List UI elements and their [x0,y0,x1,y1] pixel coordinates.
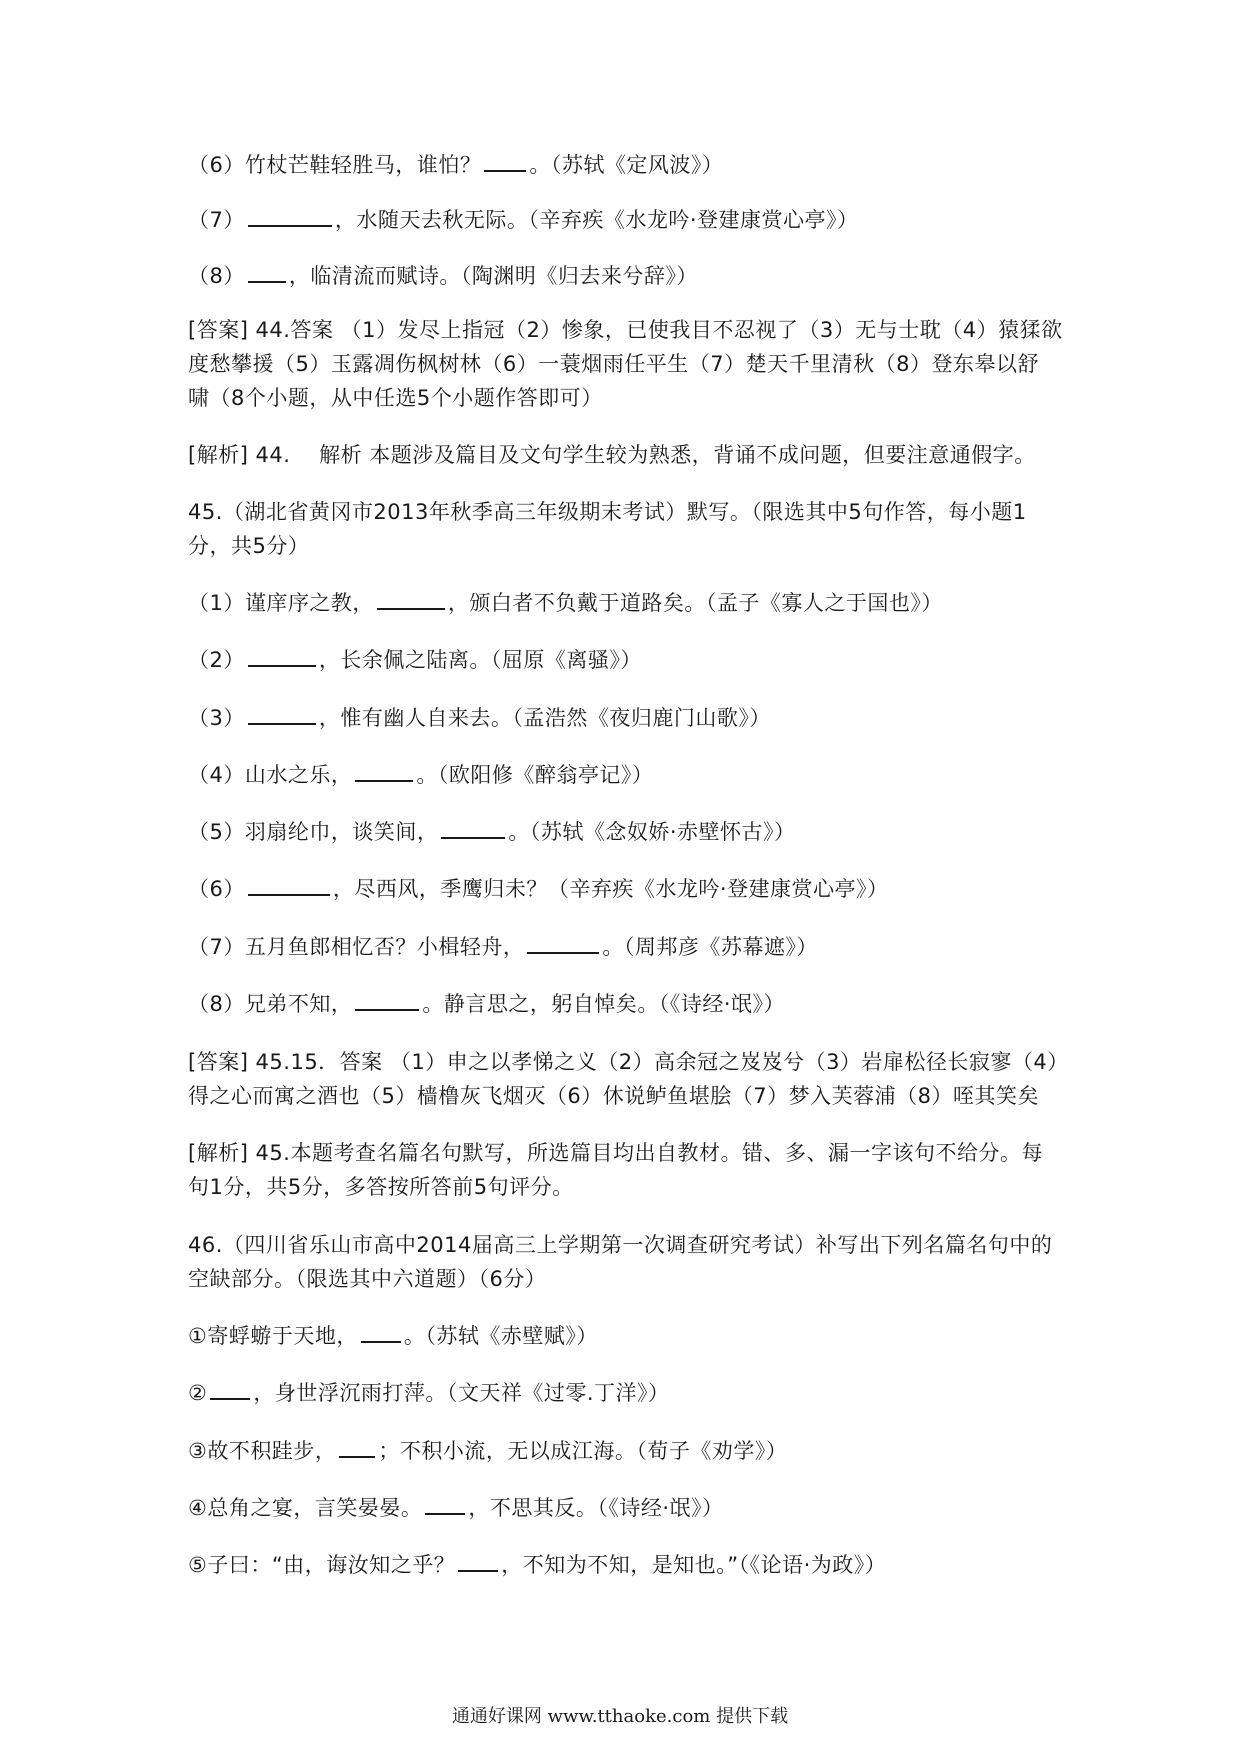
question-text: 。（欧阳修《醉翁亭记》） [416,763,654,787]
question-45-item-4 [188,760,653,790]
question-45-item-6 [188,874,889,904]
question-text: ，身世浮沉雨打萍。（文天祥《过零.丁洋》） [253,1381,670,1405]
question-8-line [188,261,698,291]
question-text: （5）羽扇纶巾，谈笑间， [188,820,439,844]
answer-blank [248,645,316,667]
answer-45-line-2: 得之心而寓之酒也（5）樯橹灰飞烟灭（6）休说鲈鱼堪脍（7）梦入芙蓉浦（8）咥其笑矣 [188,1084,1039,1108]
question-46-item-2 [188,1378,670,1408]
answer-blank [248,205,332,227]
answer-blank [355,760,413,782]
question-text: ；不积小流，无以成江海。（荀子《劝学》） [378,1439,788,1463]
answer-blank [355,989,419,1011]
answer-blank [527,932,599,954]
question-text: （1）谨庠序之教， [188,591,374,615]
answer-blank [248,874,330,896]
answer-blank [361,1321,401,1343]
question-6-line [188,150,723,180]
question-text: ，长余佩之陆离。（屈原《离骚》） [318,648,642,672]
answer-blank [458,1550,498,1572]
analysis-45-line-2: 句1分，共5分，多答按所答前5句评分。 [188,1175,574,1199]
question-text: （2） [188,648,245,672]
answer-blank [210,1378,250,1400]
question-text: ③故不积跬步， [188,1439,337,1463]
question-text: ⑤子曰：“由，诲汝知之乎？ [188,1553,456,1577]
answer-45-line-1: [答案] 45.15．答案 （1）申之以孝悌之义（2）高余冠之岌岌兮（3）岩扉松径长寂寥（4） [188,1050,1069,1074]
question-text: 。（苏轼《定风波》） [529,153,724,177]
question-text: 。（周邦彦《苏幕遮》） [602,935,818,959]
question-46-item-1 [188,1321,598,1351]
analysis-44: [解析] 44. 解析 本题涉及篇目及文句学生较为熟悉，背诵不成问题，但要注意通假字。 [188,443,1036,467]
answer-blank [441,817,505,839]
answer-blank [248,261,286,283]
question-text: 。（苏轼《念奴娇·赤壁怀古》） [508,820,796,844]
question-text: ，颁白者不负戴于道路矣。（孟子《寡人之于国也》） [447,591,943,615]
answer-blank [484,150,526,172]
answer-blank [425,1493,465,1515]
question-text: ④总角之宴，言笑晏晏。 [188,1496,423,1520]
question-45-item-5 [188,817,796,847]
answer-44-line-1: [答案] 44.答案 （1）发尽上指冠（2）惨象，已使我目不忍视了（3）无与士耽（4）猿猱欲 [188,318,1063,342]
question-text: ，水随天去秋无际。（辛弃疾《水龙吟·登建康赏心亭》） [334,208,859,232]
answer-blank [339,1436,375,1458]
footer-site-name: 通通好课网 [451,1706,542,1727]
question-7-line [188,205,859,235]
question-text: ，不思其反。（《诗经·氓》） [468,1496,724,1520]
question-46-item-3 [188,1436,787,1466]
question-text: （7）五月鱼郎相忆否？小楫轻舟， [188,935,525,959]
answer-blank [377,588,445,610]
answer-blank [248,703,316,725]
page-footer [0,1704,1240,1730]
question-text: ，惟有幽人自来去。（孟浩然《夜归鹿门山歌》） [318,706,771,730]
question-45-item-3 [188,703,771,733]
question-46-item-4 [188,1493,724,1523]
question-text: （3） [188,706,245,730]
question-text: ，尽西风，季鹰归未？（辛弃疾《水龙吟·登建康赏心亭》） [332,877,889,901]
question-46-heading-2: 空缺部分。（限选其中六道题）（6分） [188,1267,547,1291]
question-text: 。（苏轼《赤壁赋》） [403,1324,598,1348]
analysis-45-line-1: [解析] 45.本题考查名篇名句默写，所选篇目均出自教材。错、多、漏一字该句不给分。每 [188,1141,1043,1165]
question-45-item-2 [188,645,642,675]
question-text: 。静言思之，躬自悼矣。（《诗经·氓》） [422,992,786,1016]
question-46-heading-1: 46.（四川省乐山市高中2014届高三上学期第一次调查研究考试）补写出下列名篇名句中的 [188,1233,1053,1257]
question-46-item-5 [188,1550,886,1580]
question-text: （6） [188,877,245,901]
question-45-heading-2: 分，共5分） [188,534,310,558]
question-45-heading-1: 45.（湖北省黄冈市2013年秋季高三年级期末考试）默写。（限选其中5句作答，每小题1 [188,500,1027,524]
question-text: （8） [188,264,245,288]
answer-44-line-2: 度愁攀援（5）玉露凋伤枫树林（6）一蓑烟雨任平生（7）楚天千里清秋（8）登东皋以舒 [188,352,1039,376]
question-45-item-1 [188,588,943,618]
question-text: ①寄蜉蝣于天地， [188,1324,358,1348]
question-text: ，不知为不知，是知也。”（《论语·为政》） [501,1553,887,1577]
answer-44-line-3: 啸（8个小题，从中任选5个小题作答即可） [188,386,603,410]
question-text: （8）兄弟不知， [188,992,353,1016]
question-text: ，临清流而赋诗。（陶渊明《归去来兮辞》） [288,264,698,288]
question-text: （7） [188,208,245,232]
question-45-item-7 [188,932,818,962]
question-45-item-8 [188,989,785,1019]
question-text: （4）山水之乐， [188,763,353,787]
question-text: ② [188,1381,208,1405]
footer-tail: 提供下载 [716,1706,789,1727]
footer-url[interactable]: www.tthaoke.com [547,1706,711,1727]
question-text: （6）竹杖芒鞋轻胜马，谁怕？ [188,153,482,177]
